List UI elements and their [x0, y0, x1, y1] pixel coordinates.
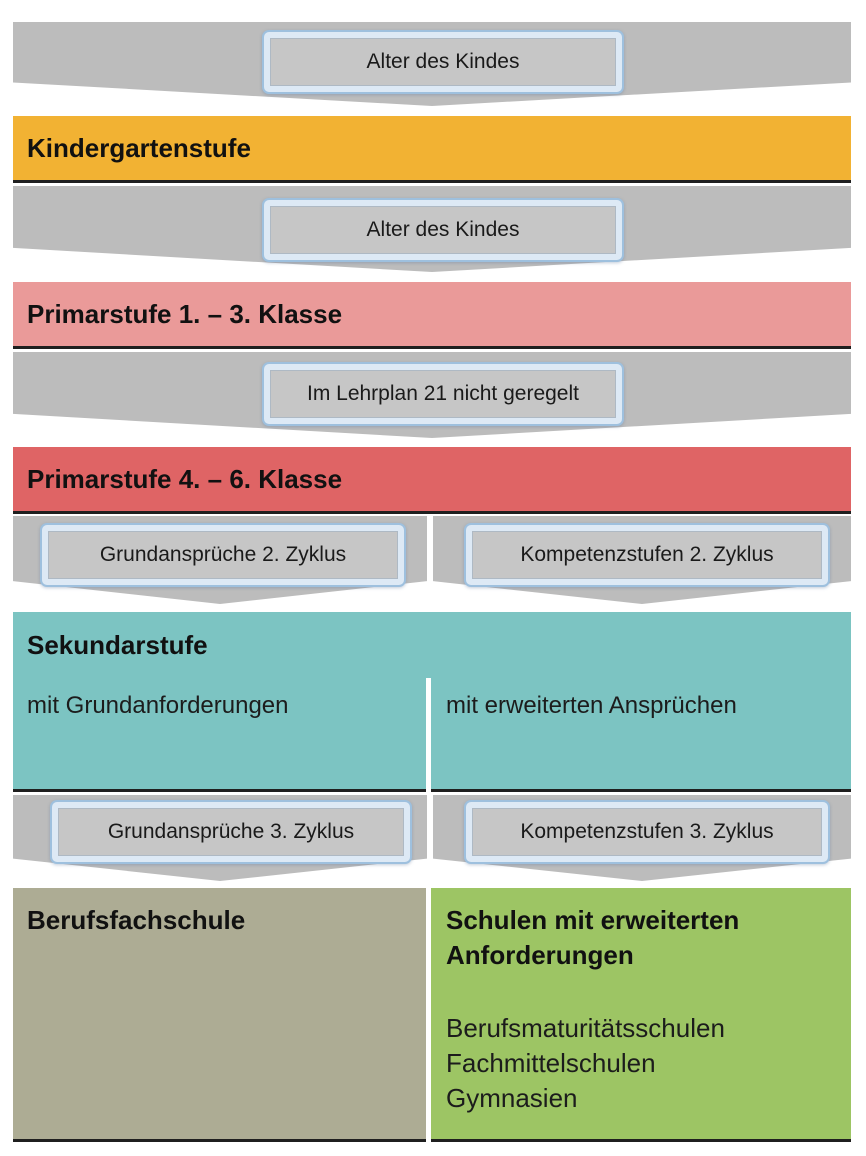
stage-kindergarten: [13, 116, 851, 183]
transition-label-3: Im Lehrplan 21 nicht geregelt: [270, 370, 616, 418]
transition-label-4-left: Grundansprüche 2. Zyklus: [48, 531, 398, 579]
stage-primar-4-6: [13, 447, 851, 514]
transition-label-4-right: Kompetenzstufen 2. Zyklus: [472, 531, 822, 579]
stage-sekundar-bottom-left: [13, 789, 426, 792]
school-item: Fachmittelschulen: [446, 1048, 656, 1078]
transition-label-box-4-right: [464, 523, 830, 587]
stage-primar-4-6-title: Primarstufe 4. – 6. Klasse: [27, 463, 343, 494]
transition-label-5-left: Grundansprüche 3. Zyklus: [58, 808, 404, 856]
transition-label-5-right: Kompetenzstufen 3. Zyklus: [472, 808, 822, 856]
stage-sekundar-left-label: mit Grundanforderungen: [27, 692, 289, 719]
transition-label-2: Alter des Kindes: [270, 206, 616, 254]
stage-sekundar-right-label: mit erweiterten Ansprüchen: [446, 692, 737, 719]
stage-sekundar-bottom-right: [431, 789, 851, 792]
stage-erweiterte-title-line1: Schulen mit erweiterten: [446, 905, 740, 935]
transition-label-box-5-left: [50, 800, 412, 864]
stage-primar-1-3: [13, 282, 851, 349]
stage-erweiterte-title-line2: Anforderungen: [446, 940, 634, 970]
stage-berufsfachschule-title: Berufsfachschule: [27, 905, 246, 935]
transition-label-box-4-left: [40, 523, 406, 587]
stage-kindergarten-title: Kindergartenstufe: [27, 132, 251, 163]
stage-primar-1-3-title: Primarstufe 1. – 3. Klasse: [27, 298, 343, 329]
transition-label-box-5-right: [464, 800, 830, 864]
transition-label-1: Alter des Kindes: [270, 38, 616, 86]
school-item: Gymnasien: [446, 1083, 578, 1113]
stage-sekundar-divider: [426, 678, 431, 792]
transition-label-box-3: [262, 362, 624, 426]
stage-sekundar-title: Sekundarstufe: [27, 630, 208, 660]
transition-label-box-1: [262, 30, 624, 94]
school-item: Berufsmaturitätsschulen: [446, 1013, 725, 1043]
transition-label-box-2: [262, 198, 624, 262]
